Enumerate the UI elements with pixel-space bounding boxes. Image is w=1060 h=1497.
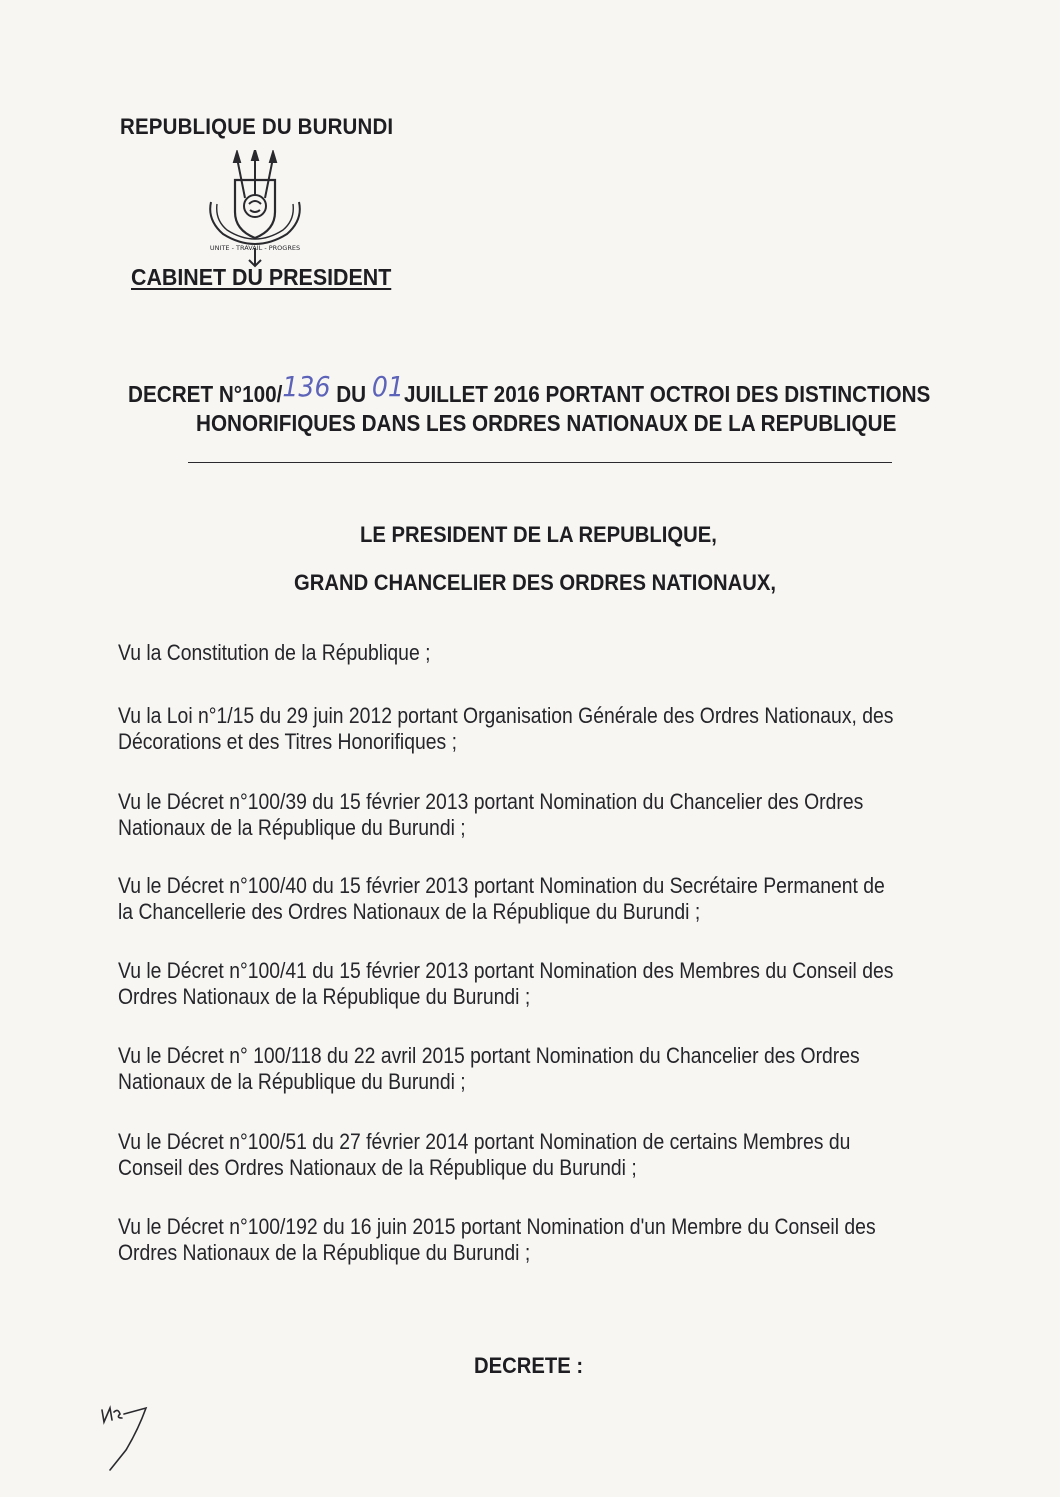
consideration-4: Vu le Décret n°100/40 du 15 février 2013 portant Nomination du Secrétaire Permanent de la Chancellerie des Ordres Nationaux de la République du Burundi ;: [118, 873, 885, 924]
decree-title-line-1: [128, 370, 931, 409]
cabinet-heading: CABINET DU PRESIDENT: [131, 264, 392, 290]
decrete-heading: DECRETE :: [474, 1353, 584, 1378]
title-divider: [188, 462, 892, 463]
decree-title-line-2: HONORIFIQUES DANS LES ORDRES NATIONAUX DE LA REPUBLIQUE: [196, 410, 897, 436]
consideration-5: Vu le Décret n°100/41 du 15 février 2013 portant Nomination des Membres du Conseil des Ordres Nationaux de la République du Burundi ;: [118, 958, 894, 1009]
consideration-3: Vu le Décret n°100/39 du 15 février 2013 portant Nomination du Chancelier des Ordres Nationaux de la République du Burundi ;: [118, 789, 864, 840]
president-line-1: LE PRESIDENT DE LA REPUBLIQUE,: [360, 522, 717, 547]
consideration-6: Vu le Décret n° 100/118 du 22 avril 2015 portant Nomination du Chancelier des Ordres Nationaux de la République du Burundi ;: [118, 1043, 860, 1094]
handwritten-decree-number: 136: [282, 370, 331, 403]
emblem-motto: UNITE - TRAVAIL - PROGRES: [209, 244, 301, 252]
president-line-2: GRAND CHANCELIER DES ORDRES NATIONAUX,: [294, 570, 777, 595]
decree-du: DU: [336, 381, 367, 407]
decree-prefix: DECRET N°100/: [128, 381, 283, 407]
handwritten-day: 01: [371, 370, 404, 403]
handwritten-initials: [96, 1400, 158, 1472]
consideration-1: Vu la Constitution de la République ;: [118, 640, 431, 665]
consideration-7: Vu le Décret n°100/51 du 27 février 2014 portant Nomination de certains Membres du Conseil des Ordres Nationaux de la République du Burundi ;: [118, 1129, 851, 1180]
coat-of-arms-emblem: [197, 150, 313, 268]
consideration-2: Vu la Loi n°1/15 du 29 juin 2012 portant Organisation Générale des Ordres Nationaux, des Décorations et des Titres Honorifiques ;: [118, 703, 894, 754]
consideration-8: Vu le Décret n°100/192 du 16 juin 2015 portant Nomination d'un Membre du Conseil des Ordres Nationaux de la République du Burundi ;: [118, 1214, 876, 1265]
decree-rest-line-1: JUILLET 2016 PORTANT OCTROI DES DISTINCTIONS: [403, 381, 931, 407]
republic-heading: REPUBLIQUE DU BURUNDI: [120, 114, 394, 139]
